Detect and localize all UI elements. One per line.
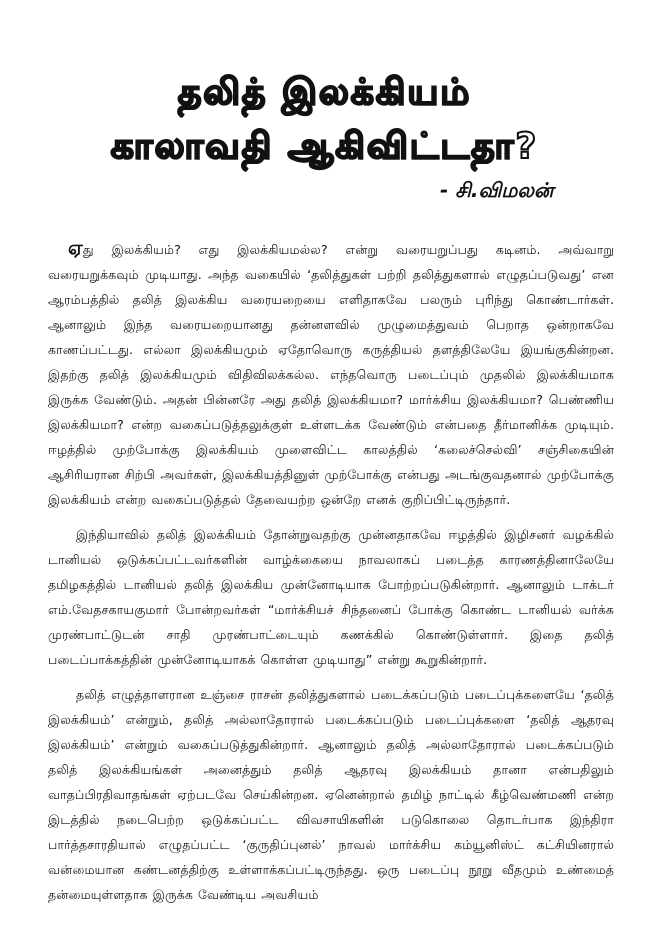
article-title-line2: காலாவதி ஆகிவிட்டதா? (110, 126, 539, 167)
paragraph-1-text: து இலக்கியம்? எது இலக்கியமல்ல? என்று வரையறுப்பது கடினம். அவ்வாறு வரையறுக்கவும் முடியாது. அந்த வகையில் ‘தலித்துகள் பற்றி தலித்துகளால் எழுதப்படுவது’ என ஆரம்பத்தில் தலித் இலக்கிய வரையறையை எளிதாகவே பலரும் புரிந்து கொண்டார்கள். ஆனாலும் இந்த வரையறையானது தன்னளவில் முழுமைத்துவம் பெறாத ஒன்றாகவே காணப்பட்டது. எல்லா இலக்கியமும் ஏதோவொரு கருத்தியல் தளத்திலேயே இயங்குகின்றன. இதற்கு தலித் இலக்கியமும் விதிவிலக்கல்ல. எந்தவொரு படைப்பும் முதலில் இலக்கியமாக இருக்க வேண்டும். அதன் பின்னரே அது தலித் இலக்கியமா? மார்க்சிய இலக்கியமா? பெண்ணிய இலக்கியமா? என்ற வகைப்படுத்தலுக்குள் உள்ளடக்க வேண்டும் என்பதை தீர்மானிக்க முடியும். ஈழத்தில் முற்போக்கு இலக்கியம் முளைவிட்ட காலத்தில் ‘கலைச்செல்வி’ சஞ்சிகையின் ஆசிரியரான சிற்பி அவர்கள், இலக்கியத்தினுள் முற்போக்கு என்பது அடங்குவதனால் முற்போக்கு இலக்கியம் என்ற வகைப்படுத்தல் தேவையற்ற ஒன்றே எனக் குறிப்பிட்டிருந்தார். (48, 242, 614, 507)
paragraph-1-initial: ஏ (68, 237, 83, 259)
author-byline: - சி.விமலன் (440, 178, 554, 202)
paragraph-1 (48, 236, 614, 512)
paragraph-3: தலித் எழுத்தாளரான உஞ்சை ராசன் தலித்துகளால் படைக்கப்படும் படைப்புக்களையே ‘தலித் இலக்கியம்’ என்றும், தலித் அல்லாதோரால் படைக்கப்படும் படைப்புக்களை ‘தலித் ஆதரவு இலக்கியம்’ என்றும் வகைப்படுத்துகின்றார். ஆனாலும் தலித் அல்லாதோரால் படைக்கப்படும் தலித் இலக்கியங்கள் அனைத்தும் தலித் ஆதரவு இலக்கியம் தானா என்பதிலும் வாதப்பிரதிவாதங்கள் ஏற்படவே செய்கின்றன. ஏனென்றால் தமிழ் நாட்டில் கீழ்வெண்மணி என்ற இடத்தில் நடைபெற்ற ஒடுக்கப்பட்ட விவசாயிகளின் படுகொலை தொடர்பாக இந்திரா பார்த்தசாரதியால் எழுதப்பட்ட ‘குருதிப்புனல்’ நாவல் மார்க்சிய கம்யூனிஸ்ட் கட்சியினரால் வன்மையான கண்டனத்திற்கு உள்ளாக்கப்பட்டிருந்தது. ஒரு படைப்பு நூறு வீதமும் உண்மைத் தன்மையுள்ளதாக இருக்க வேண்டிய அவசியம் (48, 687, 614, 902)
paragraph-2: இந்தியாவில் தலித் இலக்கியம் தோன்றுவதற்கு முன்னதாகவே ஈழத்தில் இழிசனர் வழக்கில் டானியல் ஒடுக்கப்பட்டவர்களின் வாழ்க்கையை நாவலாகப் படைத்த காரணத்தினாலேயே தமிழகத்தில் டானியல் தலித் இலக்கிய முன்னோடியாக போற்றப்படுகின்றார். ஆனாலும் டாக்டர் எம்.வேதசகாயகுமார் போன்றவர்கள் “மார்க்சியச் சிந்தனைப் போக்கு கொண்ட டானியல் வர்க்க முரண்பாட்டுடன் சாதி முரண்பாட்டையும் கணக்கில் கொண்டுள்ளார். இதை தலித் படைப்பாக்கத்தின் முன்னோடியாகக் கொள்ள முடியாது” என்று கூறுகின்றார். (48, 527, 614, 667)
article-title-line1: தலித் இலக்கியம் (177, 72, 472, 113)
article-body (48, 236, 614, 917)
